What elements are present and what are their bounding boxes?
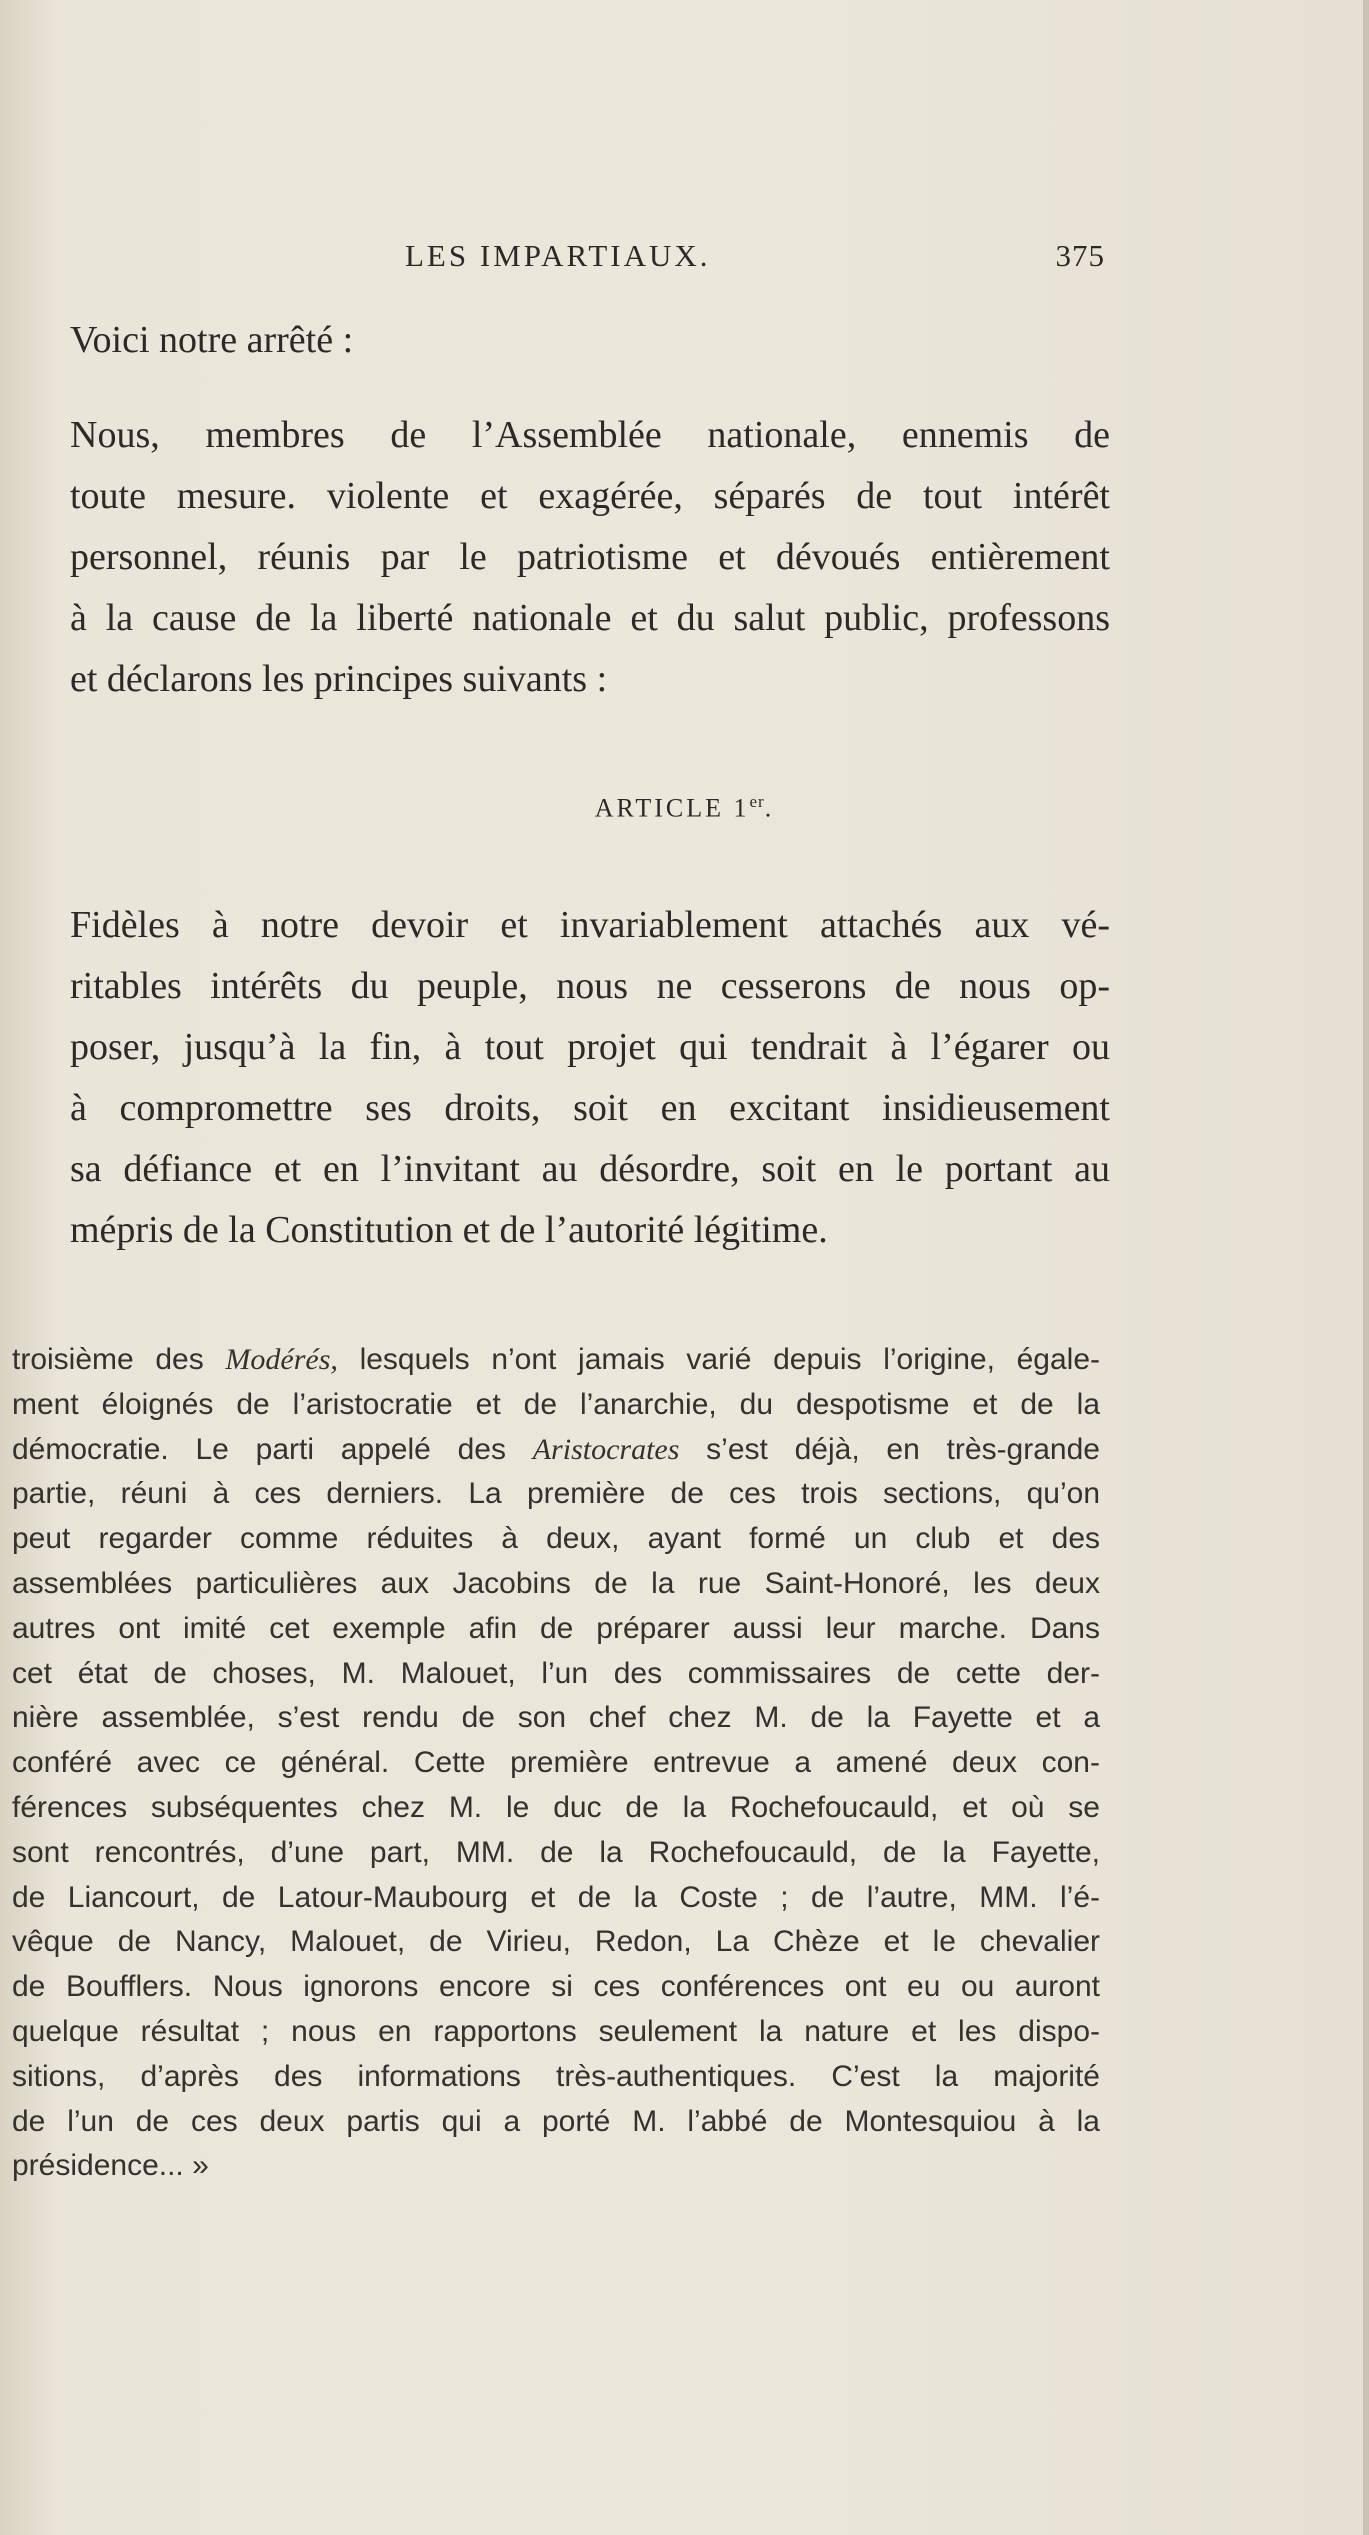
footnote-line: autres ont imité cet exemple afin de préparer aussi leur marche. Dans [12, 1611, 1100, 1645]
footnote-line: cet état de choses, M. Malouet, l’un des commissaires de cette der- [12, 1656, 1100, 1690]
footnote-line: partie, réuni à ces derniers. La première de ces trois sections, qu’on [12, 1477, 1100, 1511]
footnote-line: nière assemblée, s’est rendu de son chef chez M. de la Fayette et a [12, 1701, 1100, 1735]
running-head [405, 238, 1105, 274]
footnote-line: peut regarder comme réduites à deux, ayant formé un club et des [12, 1522, 1100, 1556]
footnote-text: démocratie. Le parti appelé des [12, 1432, 533, 1466]
intro-text: Voici notre arrêté : [70, 319, 354, 361]
running-head-title: LES IMPARTIAUX. [405, 238, 711, 273]
footnote-line: vêque de Nancy, Malouet, de Virieu, Redon, La Chèze et le chevalier [12, 1925, 1100, 1959]
intro-line [70, 310, 1110, 371]
footnote-line: de Boufflers. Nous ignorons encore si ces conférences ont eu ou auront [12, 1970, 1100, 2004]
declaration-line: personnel, réunis par le patriotisme et dévoués entièrement [70, 536, 1110, 578]
article-period: . [764, 793, 775, 823]
article-label: ARTICLE [594, 793, 724, 823]
article-number: 1 [733, 793, 750, 823]
footnote-line: sont rencontrés, d’une part, MM. de la Rochefoucauld, de la Fayette, [12, 1835, 1100, 1869]
article-suffix: er [749, 792, 765, 811]
page-number: 375 [1055, 238, 1105, 273]
footnote-line [12, 1428, 1100, 1473]
article-heading [0, 792, 1369, 824]
declaration-line: et déclarons les principes suivants : [70, 658, 608, 700]
article-paragraph [70, 895, 1110, 1261]
footnote-line: férences subséquentes chez M. le duc de la Rochefoucauld, et où se [12, 1790, 1100, 1824]
declaration-line: toute mesure. violente et exagérée, séparés de tout intérêt [70, 475, 1110, 517]
footnote-line: de l’un de ces deux partis qui a porté M. l’abbé de Montesquiou à la [12, 2104, 1100, 2138]
declaration-line: à la cause de la liberté nationale et du salut public, professons [70, 597, 1110, 639]
article-line: poser, jusqu’à la fin, à tout projet qui tendrait à l’égarer ou [70, 1026, 1110, 1068]
footnote-line: présidence... » [12, 2149, 209, 2183]
footnote-line: assemblées particulières aux Jacobins de la rue Saint-Honoré, les deux [12, 1566, 1100, 1600]
declaration-line: Nous, membres de l’Assemblée nationale, ennemis de [70, 414, 1110, 456]
article-line: à compromettre ses droits, soit en excitant insidieusement [70, 1087, 1110, 1129]
footnote-text: lesquels n’ont jamais varié depuis l’origine, égale- [337, 1343, 1100, 1376]
footnote-line: sitions, d’après des informations très-authentiques. C’est la majorité [12, 2059, 1100, 2093]
footnote-italic: Modérés, [225, 1343, 338, 1376]
declaration-paragraph [70, 405, 1110, 710]
article-line: sa défiance et en l’invitant au désordre, soit en le portant au [70, 1148, 1110, 1190]
article-line: mépris de la Constitution et de l’autorité légitime. [70, 1209, 828, 1251]
footnote-line: de Liancourt, de Latour-Maubourg et de la Coste ; de l’autre, MM. l’é- [12, 1880, 1100, 1914]
footnote-italic: Aristocrates [532, 1432, 680, 1466]
page-edge [1363, 0, 1369, 2535]
footnote-line: ment éloignés de l’aristocratie et de l’anarchie, du despotisme et de la [12, 1387, 1100, 1421]
footnote [12, 1338, 1100, 2189]
article-line: Fidèles à notre devoir et invariablement attachés aux vé- [70, 904, 1110, 946]
footnote-text: s’est déjà, en très-grande [679, 1432, 1100, 1466]
footnote-line [12, 1338, 1100, 1383]
footnote-line: quelque résultat ; nous en rapportons seulement la nature et les dispo- [12, 2014, 1100, 2048]
footnote-line: conféré avec ce général. Cette première entrevue a amené deux con- [12, 1746, 1100, 1780]
footnote-text: troisième des [12, 1343, 226, 1376]
article-line: ritables intérêts du peuple, nous ne cesserons de nous op- [70, 965, 1110, 1007]
